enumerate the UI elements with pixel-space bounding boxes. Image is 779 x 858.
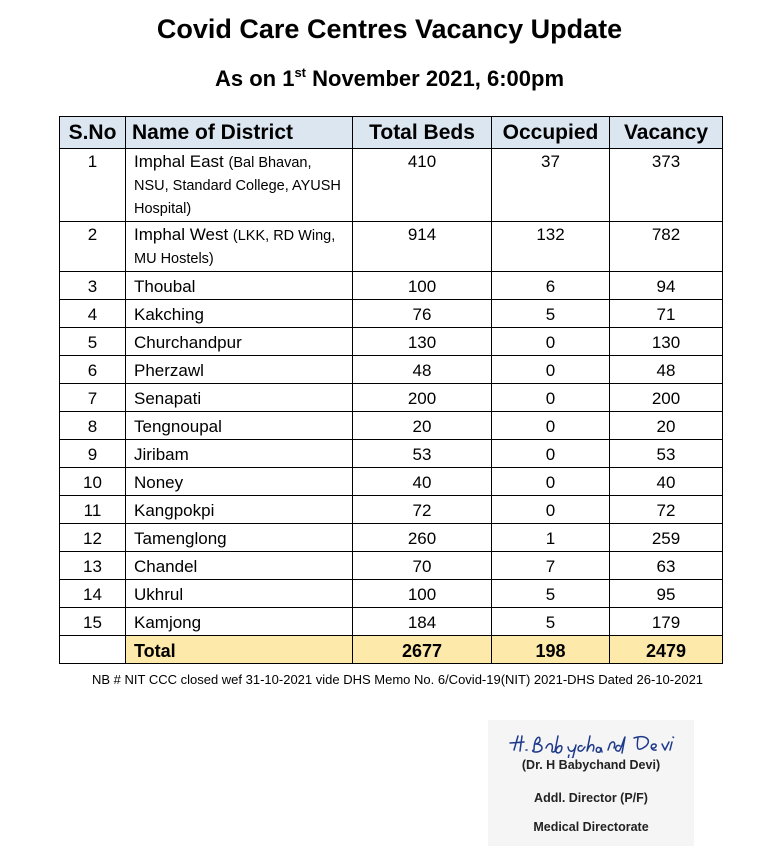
cell-sno: 14 — [60, 580, 126, 608]
cell-district — [126, 496, 353, 524]
cell-occupied: 5 — [492, 580, 610, 608]
table-row — [60, 300, 723, 328]
cell-total-beds: 184 — [353, 608, 492, 636]
cell-total-beds: 260 — [353, 524, 492, 552]
cell-district — [126, 580, 353, 608]
district-name: Senapati — [134, 389, 202, 408]
table-row — [60, 149, 723, 222]
cell-total-beds: 914 — [353, 222, 492, 272]
page-title: Covid Care Centres Vacancy Update — [156, 14, 623, 44]
page-subtitle — [0, 66, 779, 92]
cell-district — [126, 440, 353, 468]
cell-occupied: 0 — [492, 356, 610, 384]
cell-vacancy: 40 — [610, 468, 723, 496]
cell-district — [126, 222, 353, 272]
cell-vacancy: 20 — [610, 412, 723, 440]
subtitle-prefix: As on 1 — [214, 66, 295, 91]
cell-sno: 1 — [60, 149, 126, 222]
cell-sno: 6 — [60, 356, 126, 384]
district-name: Noney — [134, 473, 184, 492]
district-detail: (Bal Bhavan, NSU, Standard College, AYUSH Hospital) — [134, 155, 341, 217]
district-name: Tengnoupal — [134, 417, 222, 436]
table-header-row — [60, 117, 723, 149]
cell-vacancy: 782 — [610, 222, 723, 272]
cell-occupied: 0 — [492, 328, 610, 356]
table-row — [60, 328, 723, 356]
cell-occupied: 6 — [492, 272, 610, 300]
total-vacancy: 2479 — [610, 636, 723, 664]
cell-occupied: 1 — [492, 524, 610, 552]
cell-district — [126, 356, 353, 384]
district-name: Kakching — [134, 305, 204, 324]
total-label: Total — [126, 636, 353, 664]
cell-sno: 12 — [60, 524, 126, 552]
cell-vacancy: 259 — [610, 524, 723, 552]
cell-vacancy: 130 — [610, 328, 723, 356]
district-name: Thoubal — [134, 277, 196, 296]
cell-vacancy: 48 — [610, 356, 723, 384]
total-blank-cell — [60, 636, 126, 664]
district-name: Imphal East — [134, 152, 224, 171]
table-row — [60, 440, 723, 468]
cell-vacancy: 94 — [610, 272, 723, 300]
cell-total-beds: 100 — [353, 580, 492, 608]
table-row — [60, 272, 723, 300]
signatory-designation: Addl. Director (P/F) — [534, 791, 648, 805]
cell-sno: 10 — [60, 468, 126, 496]
header-total-beds: Total Beds — [353, 117, 492, 149]
district-name: Kangpokpi — [134, 501, 215, 520]
header-occupied: Occupied — [492, 117, 610, 149]
district-name: Ukhrul — [134, 585, 184, 604]
cell-vacancy: 200 — [610, 384, 723, 412]
cell-total-beds: 130 — [353, 328, 492, 356]
cell-district — [126, 272, 353, 300]
table-row — [60, 222, 723, 272]
signatory-name: (Dr. H Babychand Devi) — [521, 758, 661, 772]
cell-vacancy: 373 — [610, 149, 723, 222]
cell-vacancy: 71 — [610, 300, 723, 328]
district-name: Churchandpur — [134, 333, 242, 352]
cell-sno: 7 — [60, 384, 126, 412]
cell-total-beds: 200 — [353, 384, 492, 412]
cell-occupied: 0 — [492, 412, 610, 440]
cell-occupied: 5 — [492, 300, 610, 328]
total-beds: 2677 — [353, 636, 492, 664]
cell-occupied: 5 — [492, 608, 610, 636]
cell-district — [126, 608, 353, 636]
cell-district — [126, 384, 353, 412]
cell-district — [126, 552, 353, 580]
handwritten-signature — [506, 728, 686, 758]
cell-vacancy: 63 — [610, 552, 723, 580]
cell-sno: 8 — [60, 412, 126, 440]
cell-total-beds: 410 — [353, 149, 492, 222]
cell-sno: 11 — [60, 496, 126, 524]
cell-sno: 3 — [60, 272, 126, 300]
table-row — [60, 524, 723, 552]
table-row — [60, 412, 723, 440]
district-name: Jiribam — [134, 445, 189, 464]
cell-sno: 9 — [60, 440, 126, 468]
cell-total-beds: 20 — [353, 412, 492, 440]
district-name: Chandel — [134, 557, 198, 576]
cell-total-beds: 72 — [353, 496, 492, 524]
cell-total-beds: 40 — [353, 468, 492, 496]
signature-block — [488, 720, 694, 846]
header-sno: S.No — [60, 117, 126, 149]
table-row — [60, 608, 723, 636]
district-name: Imphal West — [134, 225, 229, 244]
cell-occupied: 0 — [492, 496, 610, 524]
cell-occupied: 0 — [492, 468, 610, 496]
district-name: Pherzawl — [134, 361, 204, 380]
cell-total-beds: 48 — [353, 356, 492, 384]
header-district: Name of District — [126, 117, 353, 149]
cell-district — [126, 328, 353, 356]
cell-sno: 2 — [60, 222, 126, 272]
cell-occupied: 37 — [492, 149, 610, 222]
cell-sno: 13 — [60, 552, 126, 580]
cell-district — [126, 524, 353, 552]
header-vacancy: Vacancy — [610, 117, 723, 149]
cell-vacancy: 179 — [610, 608, 723, 636]
cell-district — [126, 468, 353, 496]
table-row — [60, 468, 723, 496]
table-row — [60, 384, 723, 412]
table-row — [60, 552, 723, 580]
subtitle-superscript: st — [294, 65, 306, 80]
cell-district — [126, 412, 353, 440]
signatory-office: Medical Directorate — [533, 820, 649, 834]
table-row — [60, 580, 723, 608]
cell-vacancy: 95 — [610, 580, 723, 608]
footnote: NB # NIT CCC closed wef 31-10-2021 vide DHS Memo No. 6/Covid-19(NIT) 2021-DHS Dated 26-10-2021 — [92, 672, 704, 687]
table-row — [60, 356, 723, 384]
cell-vacancy: 72 — [610, 496, 723, 524]
cell-sno: 15 — [60, 608, 126, 636]
cell-total-beds: 53 — [353, 440, 492, 468]
cell-vacancy: 53 — [610, 440, 723, 468]
vacancy-table — [59, 116, 723, 664]
district-name: Kamjong — [134, 613, 202, 632]
total-occupied: 198 — [492, 636, 610, 664]
cell-total-beds: 100 — [353, 272, 492, 300]
cell-sno: 5 — [60, 328, 126, 356]
district-detail: (LKK, RD Wing, MU Hostels) — [134, 228, 336, 267]
total-row — [60, 636, 723, 664]
table-row — [60, 496, 723, 524]
district-name: Tamenglong — [134, 529, 227, 548]
cell-sno: 4 — [60, 300, 126, 328]
cell-district — [126, 300, 353, 328]
cell-total-beds: 70 — [353, 552, 492, 580]
cell-total-beds: 76 — [353, 300, 492, 328]
cell-occupied: 132 — [492, 222, 610, 272]
cell-district — [126, 149, 353, 222]
subtitle-suffix: November 2021, 6:00pm — [306, 66, 565, 91]
cell-occupied: 0 — [492, 440, 610, 468]
cell-occupied: 7 — [492, 552, 610, 580]
cell-occupied: 0 — [492, 384, 610, 412]
